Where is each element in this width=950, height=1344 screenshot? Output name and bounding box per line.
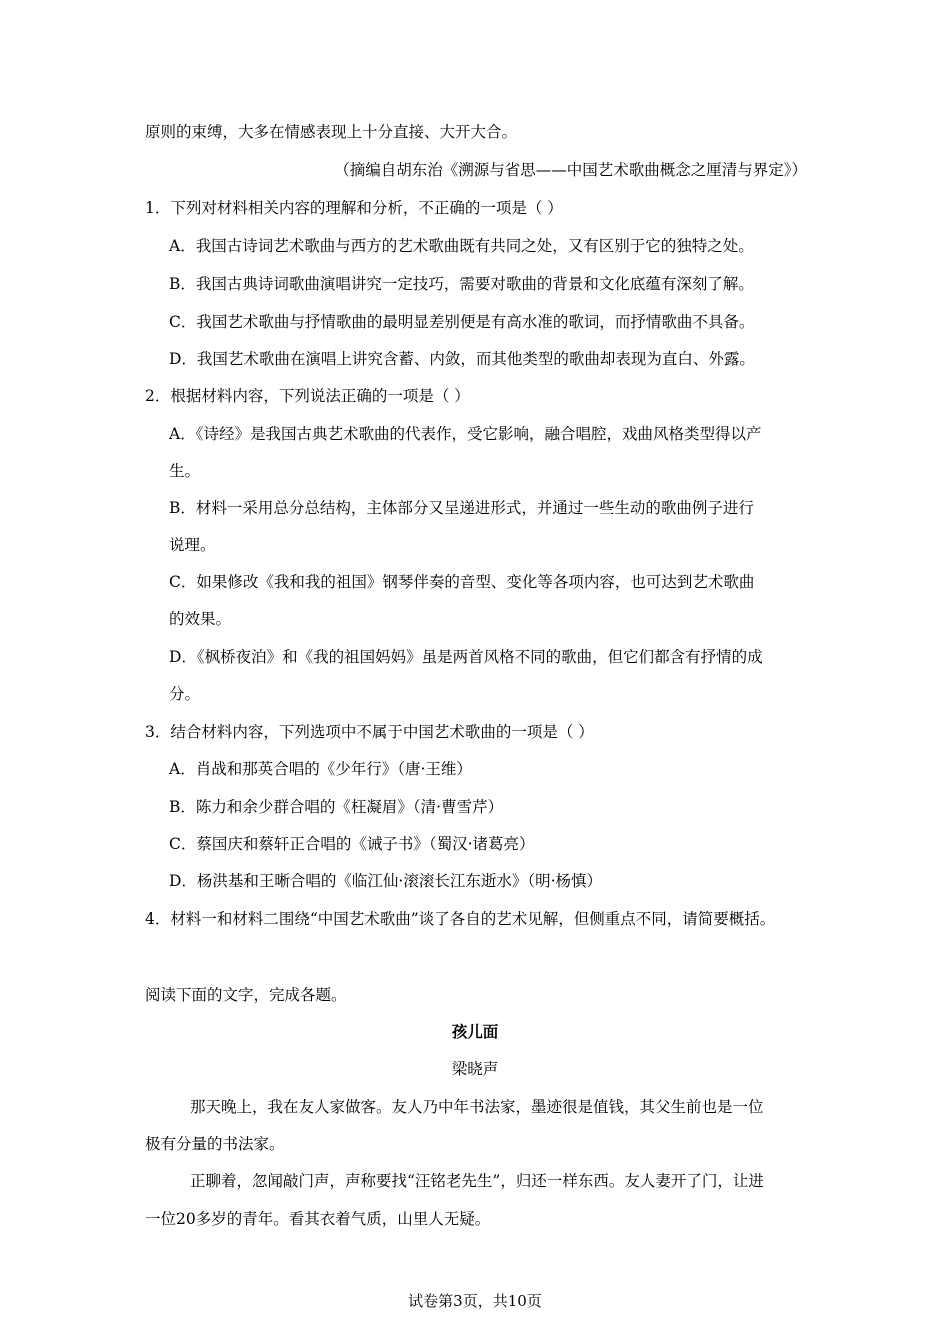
question-2-option-a: A．《诗经》是我国古典艺术歌曲的代表作，受它影响，融合唱腔，戏曲风格类型得以产 bbox=[169, 425, 762, 443]
reading-paragraph-1: 那天晚上，我在友人家做客。友人乃中年书法家，墨迹很是值钱，其父生前也是一位 bbox=[190, 1098, 764, 1116]
question-2-option-d-cont: 分。 bbox=[169, 685, 201, 703]
question-3-option-d: D．杨洪基和王晰合唱的《临江仙·滚滚长江东逝水》（明·杨慎） bbox=[169, 872, 603, 890]
question-3-option-b: B．陈力和余少群合唱的《枉凝眉》（清·曹雪芹） bbox=[169, 798, 504, 816]
page-footer: 试卷第3页，共10页 bbox=[408, 1292, 542, 1310]
question-2-option-b-cont: 说理。 bbox=[169, 536, 216, 554]
question-3-option-c: C．蔡国庆和蔡轩正合唱的《诫子书》（蜀汉·诸葛亮） bbox=[169, 835, 535, 853]
question-3-stem: 3．结合材料内容，下列选项中不属于中国艺术歌曲的一项是（ ） bbox=[145, 723, 594, 741]
reading-author: 梁晓声 bbox=[451, 1060, 499, 1078]
question-2-option-c-cont: 的效果。 bbox=[169, 610, 232, 628]
reading-paragraph-1-cont: 极有分量的书法家。 bbox=[145, 1135, 285, 1153]
question-2-option-d: D．《枫桥夜泊》和《我的祖国妈妈》虽是两首风格不同的歌曲，但它们都含有抒情的成 bbox=[169, 648, 763, 666]
question-1-option-b: B．我国古典诗词歌曲演唱讲究一定技巧，需要对歌曲的背景和文化底蕴有深刻了解。 bbox=[169, 275, 754, 293]
question-2-option-c: C．如果修改《我和我的祖国》钢琴伴奏的音型、变化等各项内容，也可达到艺术歌曲 bbox=[169, 573, 755, 591]
question-1-stem: 1．下列对材料相关内容的理解和分析，不正确的一项是（ ） bbox=[145, 199, 563, 217]
reading-paragraph-2: 正聊着，忽闻敲门声，声称要找“汪铭老先生”，归还一样东西。友人妻开了门，让进 bbox=[190, 1172, 764, 1190]
question-2-option-a-cont: 生。 bbox=[169, 462, 201, 480]
reading-title: 孩儿面 bbox=[451, 1022, 499, 1041]
question-2-option-b: B．材料一采用总分总结构，主体部分又呈递进形式，并通过一些生动的歌曲例子进行 bbox=[169, 499, 754, 517]
reading-paragraph-2-cont: 一位20多岁的青年。看其衣着气质，山里人无疑。 bbox=[145, 1210, 491, 1228]
question-3-option-a: A．肖战和那英合唱的《少年行》（唐·王维） bbox=[169, 760, 472, 778]
intro-end-line: 原则的束缚，大多在情感表现上十分直接、大开大合。 bbox=[145, 123, 518, 141]
question-1-option-d: D．我国艺术歌曲在演唱上讲究含蓄、内敛，而其他类型的歌曲却表现为直白、外露。 bbox=[169, 350, 755, 368]
question-4-stem: 4．材料一和材料二围绕“中国艺术歌曲”谈了各自的艺术见解，但侧重点不同，请简要概括。 bbox=[145, 910, 776, 928]
question-1-option-a: A．我国古诗词艺术歌曲与西方的艺术歌曲既有共同之处，又有区别于它的独特之处。 bbox=[169, 237, 754, 255]
source-citation: （摘编自胡东治《溯源与省思——中国艺术歌曲概念之厘清与界定》） bbox=[334, 161, 807, 179]
question-1-option-c: C．我国艺术歌曲与抒情歌曲的最明显差别便是有高水准的歌词，而抒情歌曲不具备。 bbox=[169, 313, 755, 331]
question-2-stem: 2．根据材料内容，下列说法正确的一项是（ ） bbox=[145, 387, 470, 405]
reading-instruction: 阅读下面的文字，完成各题。 bbox=[145, 986, 347, 1004]
